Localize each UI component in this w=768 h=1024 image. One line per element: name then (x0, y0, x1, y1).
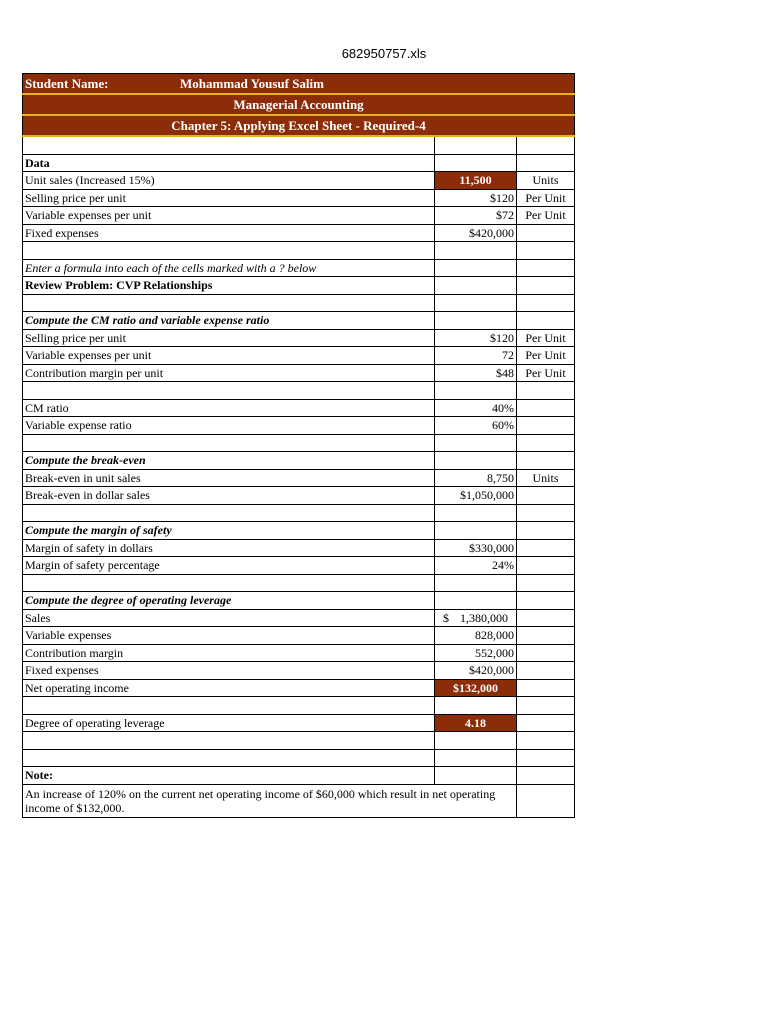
cell-label[interactable]: Unit sales (Increased 15%) (23, 172, 435, 190)
table-row (23, 399, 575, 417)
cell-value[interactable]: 828,000 (435, 627, 517, 645)
cell-unit[interactable]: Per Unit (517, 364, 575, 382)
cell-value[interactable]: 60% (435, 417, 517, 435)
cell-value[interactable]: $48 (435, 364, 517, 382)
section-header-row (23, 522, 575, 540)
cell-label[interactable]: Variable expense ratio (23, 417, 435, 435)
cell-label[interactable]: Sales (23, 609, 435, 627)
section-header-row (23, 154, 575, 172)
table-row (23, 714, 575, 732)
sales-value-cell[interactable] (435, 609, 517, 627)
cell-value[interactable]: $120 (435, 329, 517, 347)
empty-row (23, 574, 575, 592)
cell-label[interactable]: Break-even in unit sales (23, 469, 435, 487)
table-row (23, 644, 575, 662)
cell-label[interactable]: Net operating income (23, 679, 435, 697)
section-header-row (23, 592, 575, 610)
empty-row (23, 136, 575, 154)
course-title[interactable]: Managerial Accounting (23, 94, 575, 115)
breakeven-section-title[interactable]: Compute the break-even (23, 452, 435, 470)
cell-unit[interactable]: Units (517, 172, 575, 190)
review-title[interactable]: Review Problem: CVP Relationships (23, 277, 435, 295)
unit-sales-input-cell[interactable]: 11,500 (435, 172, 517, 190)
chapter-title[interactable]: Chapter 5: Applying Excel Sheet - Required-4 (23, 115, 575, 136)
empty-row (23, 697, 575, 715)
table-row (23, 417, 575, 435)
file-name: 682950757.xls (341, 46, 427, 61)
operating-leverage-cell[interactable]: 4.18 (435, 714, 517, 732)
cell-unit[interactable]: Per Unit (517, 347, 575, 365)
cell-value[interactable]: 552,000 (435, 644, 517, 662)
course-row (23, 94, 575, 115)
table-row (23, 557, 575, 575)
section-header-row (23, 452, 575, 470)
cell-label[interactable]: Fixed expenses (23, 224, 435, 242)
student-label: Student Name: (25, 75, 109, 91)
table-row (23, 207, 575, 225)
cell-value[interactable]: 8,750 (435, 469, 517, 487)
table-row (23, 609, 575, 627)
cell-unit[interactable]: Per Unit (517, 189, 575, 207)
currency-symbol: $ (443, 610, 449, 625)
cell-value[interactable]: $330,000 (435, 539, 517, 557)
table-row (23, 329, 575, 347)
note-row (23, 784, 575, 817)
table-row (23, 662, 575, 680)
table-row (23, 347, 575, 365)
empty-row (23, 732, 575, 750)
table-row (23, 469, 575, 487)
student-row (23, 74, 575, 95)
note-header-row (23, 767, 575, 785)
cell-value[interactable]: 72 (435, 347, 517, 365)
cell-label[interactable]: Variable expenses per unit (23, 207, 435, 225)
table-row (23, 224, 575, 242)
table-row (23, 189, 575, 207)
section-header-row (23, 312, 575, 330)
table-row (23, 627, 575, 645)
cell-value[interactable]: 24% (435, 557, 517, 575)
cell-unit[interactable]: Per Unit (517, 207, 575, 225)
table-row (23, 679, 575, 697)
note-title[interactable]: Note: (23, 767, 435, 785)
cell-unit[interactable]: Per Unit (517, 329, 575, 347)
cell-label[interactable]: Break-even in dollar sales (23, 487, 435, 505)
net-operating-income-cell[interactable]: $132,000 (435, 679, 517, 697)
cell-value[interactable]: 40% (435, 399, 517, 417)
table-row (23, 539, 575, 557)
empty-row (23, 434, 575, 452)
empty-row (23, 382, 575, 400)
cell-value[interactable]: $420,000 (435, 224, 517, 242)
table-row (23, 172, 575, 190)
cell-value: 1,380,000 (460, 610, 508, 625)
cell-label[interactable]: CM ratio (23, 399, 435, 417)
cell-value[interactable]: $1,050,000 (435, 487, 517, 505)
cell-value[interactable]: $420,000 (435, 662, 517, 680)
empty-row (23, 504, 575, 522)
cell-label[interactable]: Margin of safety in dollars (23, 539, 435, 557)
cell-label[interactable]: Contribution margin (23, 644, 435, 662)
spreadsheet (22, 73, 575, 818)
table-row (23, 364, 575, 382)
cell-label[interactable]: Degree of operating leverage (23, 714, 435, 732)
instruction-text[interactable]: Enter a formula into each of the cells marked with a ? below (23, 259, 435, 277)
table-row (23, 487, 575, 505)
safety-section-title[interactable]: Compute the margin of safety (23, 522, 435, 540)
cm-section-title[interactable]: Compute the CM ratio and variable expense ratio (23, 312, 435, 330)
leverage-section-title[interactable]: Compute the degree of operating leverage (23, 592, 435, 610)
cell-label[interactable]: Variable expenses per unit (23, 347, 435, 365)
cell-label[interactable]: Contribution margin per unit (23, 364, 435, 382)
cell-unit[interactable]: Units (517, 469, 575, 487)
data-section-title[interactable]: Data (23, 154, 435, 172)
cell-unit[interactable] (517, 224, 575, 242)
cell-label[interactable]: Variable expenses (23, 627, 435, 645)
instruction-row (23, 259, 575, 277)
cell-label[interactable]: Selling price per unit (23, 329, 435, 347)
student-cell[interactable] (23, 74, 575, 95)
cell-value[interactable]: $72 (435, 207, 517, 225)
student-name: Mohammad Yousuf Salim (180, 75, 324, 91)
empty-row (23, 749, 575, 767)
cell-label[interactable]: Margin of safety percentage (23, 557, 435, 575)
cell-label[interactable]: Selling price per unit (23, 189, 435, 207)
cell-label[interactable]: Fixed expenses (23, 662, 435, 680)
note-text[interactable]: An increase of 120% on the current net operating income of $60,000 which result in net operating income of $132,000. (23, 784, 517, 817)
chapter-row (23, 115, 575, 136)
empty-row (23, 242, 575, 260)
cell-value[interactable]: $120 (435, 189, 517, 207)
empty-row (23, 294, 575, 312)
review-row (23, 277, 575, 295)
